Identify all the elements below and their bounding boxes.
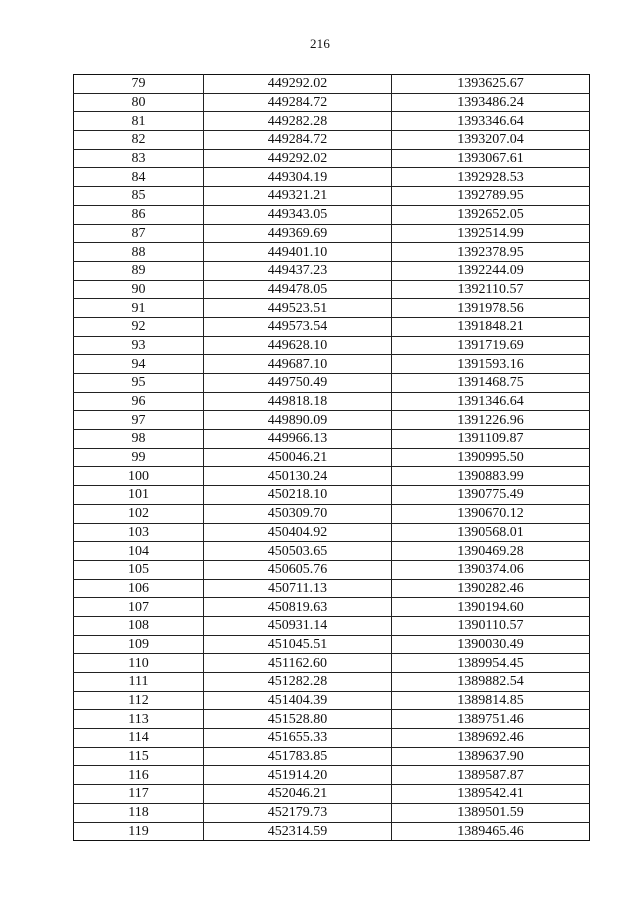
table-row xyxy=(74,112,590,131)
table-row xyxy=(74,261,590,280)
x-coordinate-cell: 451045.51 xyxy=(204,635,392,654)
point-number-cell: 81 xyxy=(74,112,204,131)
point-number-cell: 89 xyxy=(74,261,204,280)
point-number-cell: 109 xyxy=(74,635,204,654)
y-coordinate-cell: 1390670.12 xyxy=(392,504,590,523)
y-coordinate-cell: 1391719.69 xyxy=(392,336,590,355)
point-number-cell: 102 xyxy=(74,504,204,523)
point-number-cell: 110 xyxy=(74,654,204,673)
x-coordinate-cell: 449687.10 xyxy=(204,355,392,374)
x-coordinate-cell: 450711.13 xyxy=(204,579,392,598)
x-coordinate-cell: 451404.39 xyxy=(204,691,392,710)
x-coordinate-cell: 449401.10 xyxy=(204,243,392,262)
y-coordinate-cell: 1391226.96 xyxy=(392,411,590,430)
y-coordinate-cell: 1391593.16 xyxy=(392,355,590,374)
point-number-cell: 105 xyxy=(74,560,204,579)
y-coordinate-cell: 1390568.01 xyxy=(392,523,590,542)
y-coordinate-cell: 1391848.21 xyxy=(392,317,590,336)
point-number-cell: 87 xyxy=(74,224,204,243)
table-row xyxy=(74,224,590,243)
y-coordinate-cell: 1390775.49 xyxy=(392,486,590,505)
x-coordinate-cell: 452314.59 xyxy=(204,822,392,841)
y-coordinate-cell: 1392110.57 xyxy=(392,280,590,299)
y-coordinate-cell: 1389542.41 xyxy=(392,785,590,804)
point-number-cell: 113 xyxy=(74,710,204,729)
table-row xyxy=(74,673,590,692)
point-number-cell: 100 xyxy=(74,467,204,486)
y-coordinate-cell: 1393067.61 xyxy=(392,149,590,168)
x-coordinate-cell: 449369.69 xyxy=(204,224,392,243)
y-coordinate-cell: 1389465.46 xyxy=(392,822,590,841)
x-coordinate-cell: 450931.14 xyxy=(204,616,392,635)
x-coordinate-cell: 449818.18 xyxy=(204,392,392,411)
x-coordinate-cell: 449343.05 xyxy=(204,205,392,224)
x-coordinate-cell: 449890.09 xyxy=(204,411,392,430)
table-row xyxy=(74,93,590,112)
x-coordinate-cell: 449292.02 xyxy=(204,75,392,94)
table-row xyxy=(74,504,590,523)
point-number-cell: 101 xyxy=(74,486,204,505)
x-coordinate-cell: 449284.72 xyxy=(204,93,392,112)
point-number-cell: 117 xyxy=(74,785,204,804)
point-number-cell: 99 xyxy=(74,448,204,467)
y-coordinate-cell: 1392928.53 xyxy=(392,168,590,187)
y-coordinate-cell: 1389751.46 xyxy=(392,710,590,729)
point-number-cell: 119 xyxy=(74,822,204,841)
y-coordinate-cell: 1389501.59 xyxy=(392,803,590,822)
point-number-cell: 97 xyxy=(74,411,204,430)
y-coordinate-cell: 1389882.54 xyxy=(392,673,590,692)
table-row xyxy=(74,168,590,187)
table-row xyxy=(74,785,590,804)
y-coordinate-cell: 1390469.28 xyxy=(392,542,590,561)
x-coordinate-cell: 450404.92 xyxy=(204,523,392,542)
x-coordinate-cell: 450218.10 xyxy=(204,486,392,505)
table-row xyxy=(74,467,590,486)
point-number-cell: 83 xyxy=(74,149,204,168)
point-number-cell: 104 xyxy=(74,542,204,561)
x-coordinate-cell: 449282.28 xyxy=(204,112,392,131)
table-row xyxy=(74,392,590,411)
table-row xyxy=(74,131,590,150)
x-coordinate-cell: 449292.02 xyxy=(204,149,392,168)
page-number: 216 xyxy=(309,36,331,51)
table-row xyxy=(74,598,590,617)
point-number-cell: 88 xyxy=(74,243,204,262)
table-row xyxy=(74,149,590,168)
table-row xyxy=(74,355,590,374)
table-row xyxy=(74,187,590,206)
table-row xyxy=(74,822,590,841)
table-row xyxy=(74,766,590,785)
table-row xyxy=(74,523,590,542)
point-number-cell: 80 xyxy=(74,93,204,112)
x-coordinate-cell: 449321.21 xyxy=(204,187,392,206)
x-coordinate-cell: 449523.51 xyxy=(204,299,392,318)
point-number-cell: 92 xyxy=(74,317,204,336)
x-coordinate-cell: 451655.33 xyxy=(204,729,392,748)
x-coordinate-cell: 449478.05 xyxy=(204,280,392,299)
table-row xyxy=(74,710,590,729)
y-coordinate-cell: 1390374.06 xyxy=(392,560,590,579)
x-coordinate-cell: 451914.20 xyxy=(204,766,392,785)
y-coordinate-cell: 1391468.75 xyxy=(392,374,590,393)
point-number-cell: 93 xyxy=(74,336,204,355)
y-coordinate-cell: 1389637.90 xyxy=(392,747,590,766)
point-number-cell: 108 xyxy=(74,616,204,635)
y-coordinate-cell: 1390995.50 xyxy=(392,448,590,467)
y-coordinate-cell: 1391109.87 xyxy=(392,430,590,449)
x-coordinate-cell: 449750.49 xyxy=(204,374,392,393)
table-row xyxy=(74,560,590,579)
point-number-cell: 96 xyxy=(74,392,204,411)
x-coordinate-cell: 450309.70 xyxy=(204,504,392,523)
point-number-cell: 95 xyxy=(74,374,204,393)
table-row xyxy=(74,729,590,748)
y-coordinate-cell: 1390282.46 xyxy=(392,579,590,598)
y-coordinate-cell: 1389954.45 xyxy=(392,654,590,673)
point-number-cell: 90 xyxy=(74,280,204,299)
point-number-cell: 82 xyxy=(74,131,204,150)
x-coordinate-cell: 449573.54 xyxy=(204,317,392,336)
x-coordinate-cell: 452046.21 xyxy=(204,785,392,804)
table-row xyxy=(74,579,590,598)
point-number-cell: 118 xyxy=(74,803,204,822)
table-row xyxy=(74,747,590,766)
x-coordinate-cell: 449284.72 xyxy=(204,131,392,150)
y-coordinate-cell: 1389814.85 xyxy=(392,691,590,710)
x-coordinate-cell: 449966.13 xyxy=(204,430,392,449)
y-coordinate-cell: 1391978.56 xyxy=(392,299,590,318)
y-coordinate-cell: 1393486.24 xyxy=(392,93,590,112)
table-row xyxy=(74,317,590,336)
point-number-cell: 91 xyxy=(74,299,204,318)
y-coordinate-cell: 1392514.99 xyxy=(392,224,590,243)
x-coordinate-cell: 450605.76 xyxy=(204,560,392,579)
point-number-cell: 116 xyxy=(74,766,204,785)
x-coordinate-cell: 449628.10 xyxy=(204,336,392,355)
y-coordinate-cell: 1390110.57 xyxy=(392,616,590,635)
y-coordinate-cell: 1392652.05 xyxy=(392,205,590,224)
point-number-cell: 112 xyxy=(74,691,204,710)
point-number-cell: 85 xyxy=(74,187,204,206)
point-number-cell: 94 xyxy=(74,355,204,374)
y-coordinate-cell: 1390030.49 xyxy=(392,635,590,654)
table-row xyxy=(74,654,590,673)
coordinate-table xyxy=(73,74,590,841)
x-coordinate-cell: 450130.24 xyxy=(204,467,392,486)
table-row xyxy=(74,299,590,318)
x-coordinate-cell: 449304.19 xyxy=(204,168,392,187)
point-number-cell: 111 xyxy=(74,673,204,692)
table-row xyxy=(74,243,590,262)
x-coordinate-cell: 452179.73 xyxy=(204,803,392,822)
y-coordinate-cell: 1393346.64 xyxy=(392,112,590,131)
y-coordinate-cell: 1393207.04 xyxy=(392,131,590,150)
table-row xyxy=(74,75,590,94)
x-coordinate-cell: 450819.63 xyxy=(204,598,392,617)
table-row xyxy=(74,374,590,393)
x-coordinate-cell: 451282.28 xyxy=(204,673,392,692)
point-number-cell: 115 xyxy=(74,747,204,766)
y-coordinate-cell: 1392378.95 xyxy=(392,243,590,262)
y-coordinate-cell: 1393625.67 xyxy=(392,75,590,94)
table-row xyxy=(74,616,590,635)
x-coordinate-cell: 449437.23 xyxy=(204,261,392,280)
x-coordinate-cell: 451783.85 xyxy=(204,747,392,766)
point-number-cell: 84 xyxy=(74,168,204,187)
x-coordinate-cell: 451162.60 xyxy=(204,654,392,673)
table-row xyxy=(74,803,590,822)
table-row xyxy=(74,411,590,430)
y-coordinate-cell: 1392789.95 xyxy=(392,187,590,206)
table-row xyxy=(74,448,590,467)
x-coordinate-cell: 451528.80 xyxy=(204,710,392,729)
table-row xyxy=(74,542,590,561)
x-coordinate-cell: 450503.65 xyxy=(204,542,392,561)
y-coordinate-cell: 1389587.87 xyxy=(392,766,590,785)
y-coordinate-cell: 1391346.64 xyxy=(392,392,590,411)
table-row xyxy=(74,486,590,505)
point-number-cell: 103 xyxy=(74,523,204,542)
point-number-cell: 114 xyxy=(74,729,204,748)
table-row xyxy=(74,635,590,654)
y-coordinate-cell: 1392244.09 xyxy=(392,261,590,280)
x-coordinate-cell: 450046.21 xyxy=(204,448,392,467)
table-row xyxy=(74,336,590,355)
y-coordinate-cell: 1390883.99 xyxy=(392,467,590,486)
point-number-cell: 86 xyxy=(74,205,204,224)
table-row xyxy=(74,430,590,449)
point-number-cell: 79 xyxy=(74,75,204,94)
point-number-cell: 107 xyxy=(74,598,204,617)
point-number-cell: 106 xyxy=(74,579,204,598)
table-row xyxy=(74,280,590,299)
point-number-cell: 98 xyxy=(74,430,204,449)
table-row xyxy=(74,205,590,224)
table-row xyxy=(74,691,590,710)
y-coordinate-cell: 1389692.46 xyxy=(392,729,590,748)
coordinate-table-body xyxy=(74,75,590,841)
y-coordinate-cell: 1390194.60 xyxy=(392,598,590,617)
